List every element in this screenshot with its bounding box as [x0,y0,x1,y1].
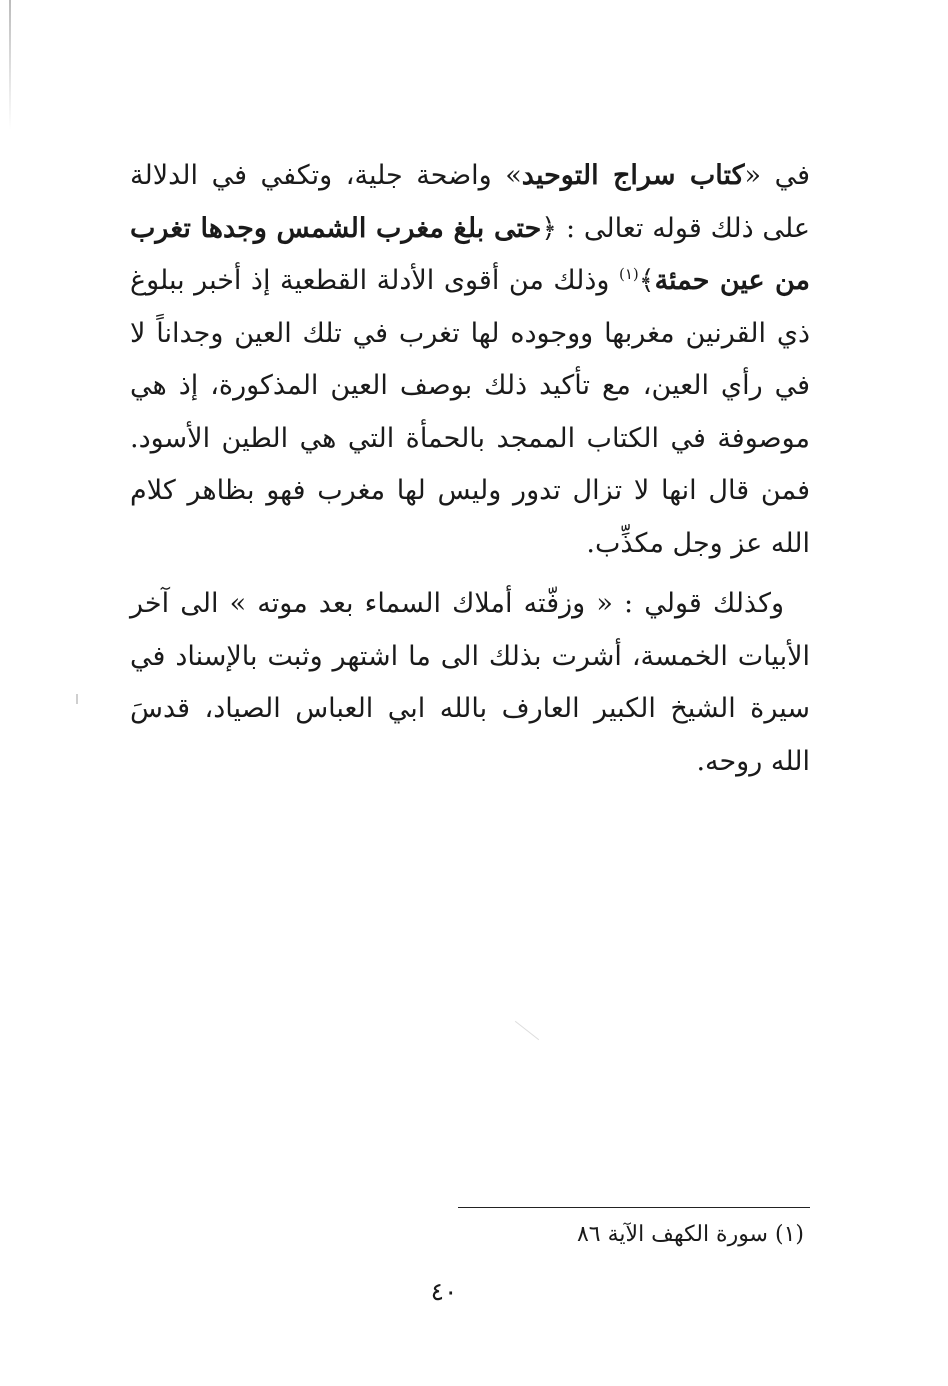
paragraph-1-intro: في « [744,160,811,191]
main-text [130,150,810,788]
scan-speck [76,694,78,704]
paragraph-1 [130,150,810,570]
scan-speck [515,1021,539,1040]
footnote-text: (١) سورة الكهف الآية ٨٦ [576,1222,804,1247]
book-title: كتاب سراج التوحيد [521,160,745,191]
footnote-divider [458,1207,810,1208]
paragraph-1-continuation: وذلك من أقوى الأدلة القطعية إذ أخبر ببلوغ ذي القرنين مغربها ووجوده لها تغرب في تلك العين وجداناً لا في رأي العين، مع تأكيد ذلك بوصف العين المذكورة، إذ هي موصوفة في الكتاب الممجد بالحمأة التي هي الطين الأسود. فمن قال انها لا تزال تدور وليس لها مغرب فهو بظاهر كلام الله عز وجل مكذِّب. [130,265,810,559]
page-number: ٤٠ [430,1277,458,1306]
verse-close-bracket: ﴾ [638,265,655,296]
paragraph-1-after-book: » واضحة جلية، وتكفي في الدلالة على ذلك قوله تعالى : ﴿ [130,160,810,244]
paragraph-2: وكذلك قولي : « وزفّته أملاك السماء بعد موته » الى آخر الأبيات الخمسة، أشرت بذلك الى ما اشتهر وثبت بالإسناد في سيرة الشيخ الكبير العارف بالله ابي العباس الصياد، قدسَ الله روحه. [130,588,810,777]
quran-verse: حتى بلغ مغرب الشمس وجدها تغرب من عين حمئة [130,212,810,296]
footnote-reference: (١) [618,265,639,283]
scan-edge-mark [9,0,11,130]
